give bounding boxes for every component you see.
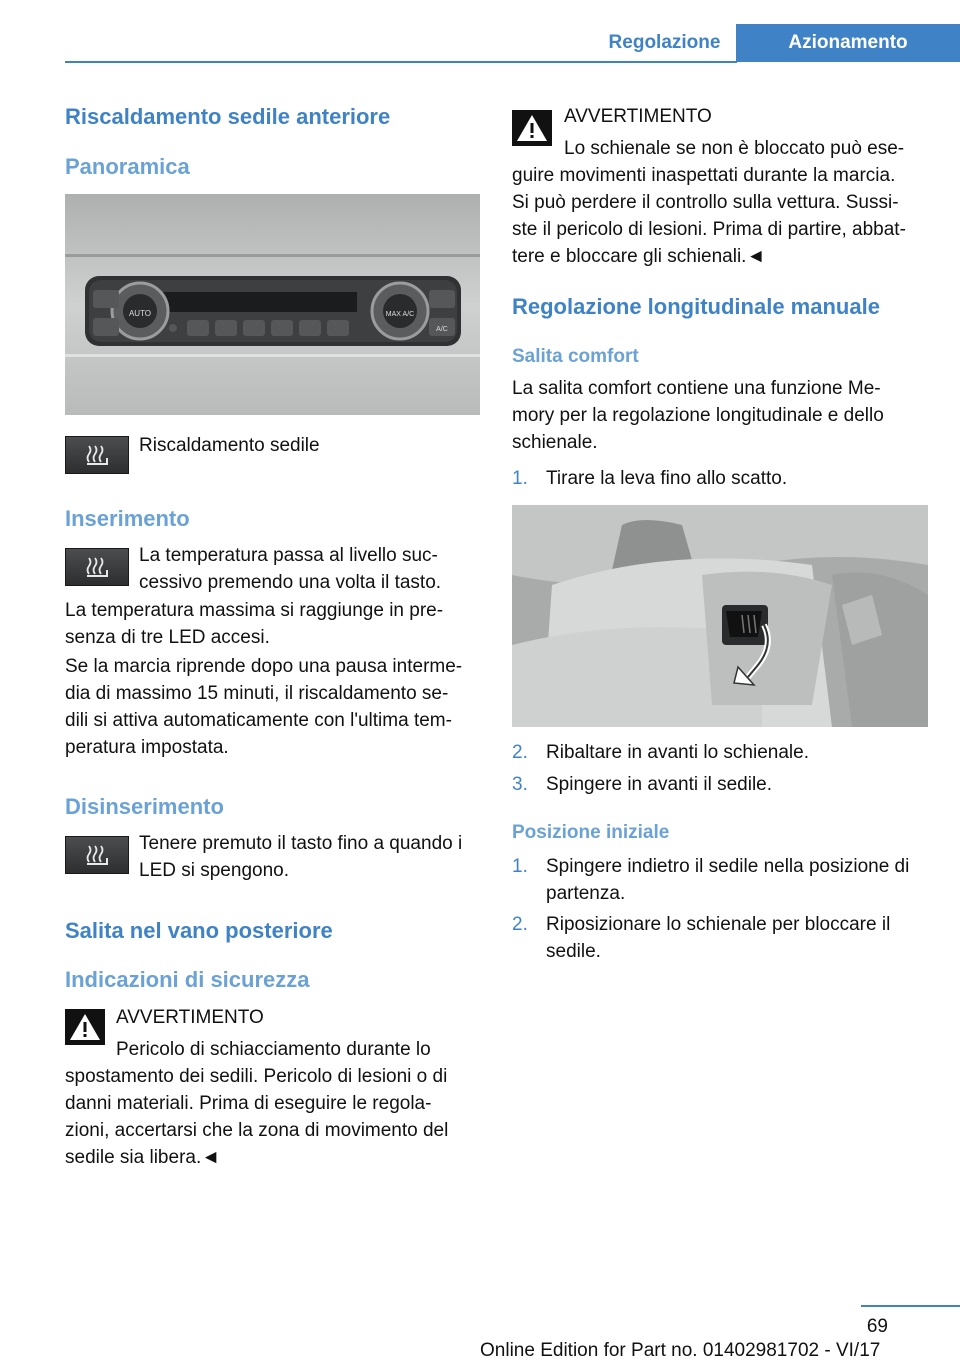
seat-lever-illustration: [512, 505, 928, 727]
warning-line-1: Pericolo di schiacciamento durante lo: [116, 1039, 431, 1060]
step-number: 1.: [512, 468, 528, 489]
seat-lever-photo: [512, 505, 928, 727]
warning-title: AVVERTIMENTO: [116, 1007, 264, 1028]
comfort-heading: Salita comfort: [512, 346, 639, 367]
footer-divider: [861, 1305, 960, 1307]
switch-on-heading: Inserimento: [65, 506, 190, 531]
step-text: Ribaltare in avanti lo schienale.: [546, 742, 809, 763]
warning-icon: [512, 110, 552, 146]
warning-text: spostamento dei sedili. Pericolo di lesioni o di danni materiali. Prima di eseguire le regola- zioni, accertarsi che la zona di movimento del sedile sia libera.◄: [65, 1066, 449, 1168]
step-number: 2.: [512, 914, 528, 935]
header-tabs: [593, 24, 960, 62]
warning-line-1: Lo schienale se non è bloccato può ese-: [564, 138, 905, 159]
switch-off-heading: Disinserimento: [65, 794, 224, 819]
seat-heating-label: Riscaldamento sedile: [139, 435, 320, 456]
seat-heating-icon: [65, 548, 129, 586]
auto-knob-label: AUTO: [128, 309, 152, 318]
rear-access-heading: Salita nel vano posteriore: [65, 918, 333, 943]
max-temp-text: La temperatura massima si raggiunge in pre- senza di tre LED accesi.: [65, 600, 444, 648]
switch-off-text: Tenere premuto il tasto fino a quando i LED si spengono.: [139, 833, 463, 881]
climate-panel-photo: [65, 194, 480, 415]
manual-adjust-heading: Regolazione longitudinale manuale: [512, 294, 880, 319]
seat-heating-icon: [65, 436, 129, 474]
page-number: 69: [866, 1316, 888, 1337]
overview-heading: Panoramica: [65, 154, 190, 179]
step-text: Riposizionare lo schienale per bloccare il sedile.: [546, 914, 891, 962]
step-text: Spingere in avanti il sedile.: [546, 774, 773, 795]
tab-regolazione: Regolazione: [593, 24, 736, 62]
step-text: Spingere indietro il sedile nella posizione di partenza.: [546, 856, 910, 904]
section-title: Riscaldamento sedile anteriore: [65, 104, 391, 129]
comfort-text: La salita comfort contiene una funzione Me- mory per la regolazione longitudinale e dello schienale.: [512, 378, 884, 453]
step-text: Tirare la leva fino allo scatto.: [546, 468, 788, 489]
step-number: 2.: [512, 742, 528, 763]
tab-azionamento: Azionamento: [736, 24, 960, 62]
ac-button-label: A/C: [436, 326, 448, 333]
seat-heating-icon: [65, 836, 129, 874]
warning-title: AVVERTIMENTO: [564, 106, 712, 127]
header-divider: [65, 61, 737, 63]
safety-heading: Indicazioni di sicurezza: [65, 967, 310, 992]
max-ac-knob-label: MAX A/C: [385, 311, 415, 318]
step-number: 1.: [512, 856, 528, 877]
initial-position-heading: Posizione iniziale: [512, 822, 670, 843]
step-number: 3.: [512, 774, 528, 795]
switch-on-text: La temperatura passa al livello suc- cessivo premendo una volta il tasto.: [139, 545, 442, 593]
warning-icon: [65, 1009, 105, 1045]
resume-text: Se la marcia riprende dopo una pausa interme- dia di massimo 15 minuti, il riscaldamento se- dili si attiva automaticamente con l'ultima tem- peratura impostata.: [65, 656, 463, 758]
footer-edition: Online Edition for Part no. 01402981702 - VI/17: [480, 1340, 881, 1361]
climate-panel-illustration: [65, 194, 480, 415]
warning-text: guire movimenti inaspettati durante la marcia. Si può perdere il controllo sulla vettura. Sussi- ste il pericolo di lesioni. Prima di partire, abbat- tere e bloccare gli schienali.◄: [512, 165, 906, 267]
